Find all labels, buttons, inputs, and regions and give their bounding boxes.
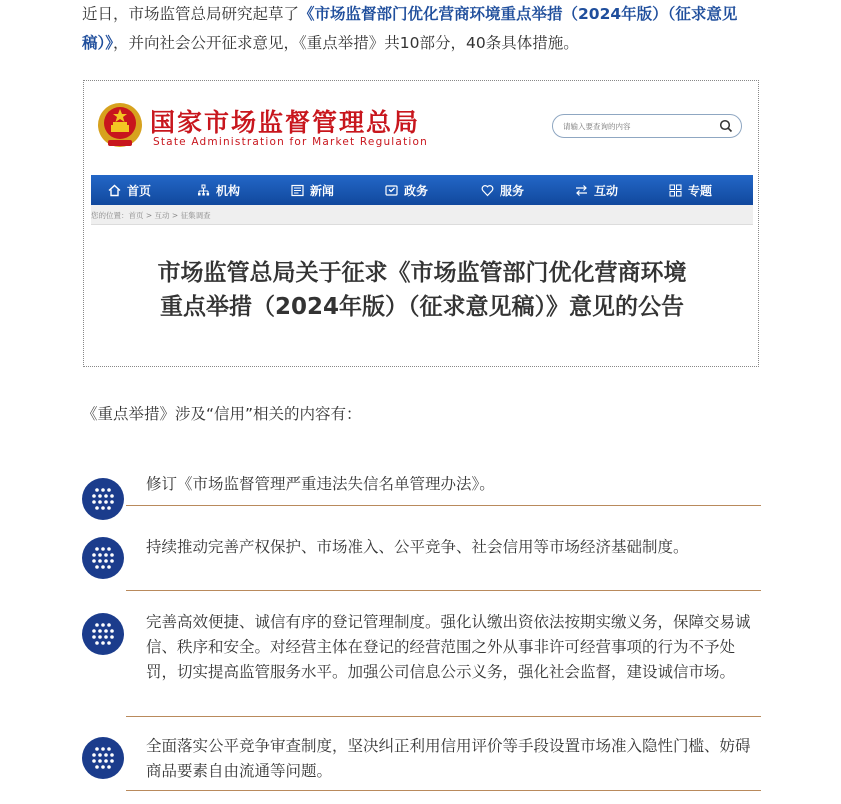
item-text: 修订《市场监督管理严重违法失信名单管理办法》。 [146,475,495,493]
nav-label: 专题 [688,183,713,198]
site-nav-bar [91,175,753,205]
intro-prefix: 近日，市场监管总局研究起草了 [82,5,300,23]
item-divider [126,505,761,506]
nav-item-org[interactable] [197,175,240,205]
embedded-website-screenshot [83,80,759,367]
intro-paragraph [82,0,762,58]
org-icon [197,184,210,197]
notice-title: 市场监管总局关于征求《市场监管部门优化营商环境重点举措（2024年版）（征求意见稿）》意见的公告 [157,260,687,320]
dots-badge-icon [82,613,124,655]
nav-item-gov[interactable] [385,175,428,205]
search-icon[interactable] [719,119,733,133]
nav-item-topics[interactable] [669,175,712,205]
nav-item-home[interactable] [108,175,151,205]
nav-label: 互动 [594,183,619,198]
dots-badge-icon [82,737,124,779]
site-name-en: State Administration for Market Regulation [153,136,428,148]
breadcrumb-bar [91,205,753,225]
swap-icon [575,184,588,197]
item-divider [126,590,761,591]
site-name-cn: 国家市场监督管理总局 [150,108,421,137]
nav-label: 政务 [404,183,429,198]
news-icon [291,184,304,197]
nav-item-interact[interactable] [575,175,618,205]
item-text: 完善高效便捷、诚信有序的登记管理制度。强化认缴出资依法按期实缴义务，保障交易诚信、秩序和安全。对经营主体在登记的经营范围之外从事非许可经营事项的行为不予处罚，切实提高监管服务水平。加强公司信息公示义务，强化社会监督，建设诚信市场。 [146,613,751,681]
site-search-input[interactable] [563,118,713,134]
grid-icon [669,184,682,197]
gov-icon [385,184,398,197]
nav-label: 服务 [500,183,525,198]
intro-document-title: 《市场监督部门优化营商环境重点举措（2024年版）（征求意见稿）》 [82,5,738,52]
item-text: 全面落实公平竞争审查制度，坚决纠正利用信用评价等手段设置市场准入隐性门槛、妨碍商品要素自由流通等问题。 [146,737,751,780]
dots-badge-icon [82,478,124,520]
site-search-box[interactable] [552,114,742,138]
nav-item-service[interactable] [481,175,524,205]
nav-label: 新闻 [310,183,335,198]
item-divider [126,790,761,791]
nav-label: 机构 [216,183,241,198]
nav-label: 首页 [127,183,152,198]
home-icon [108,184,121,197]
item-divider [126,716,761,717]
intro-suffix: ，并向社会公开征求意见，《重点举措》共10部分，40条具体措施。 [113,34,579,52]
heart-icon [481,184,494,197]
lead-text: 《重点举措》涉及“信用”相关的内容有： [82,405,362,423]
breadcrumb: 您的位置：首页 > 互动 > 征集调查 [91,211,211,220]
website-frame [91,88,753,361]
national-emblem-icon [96,100,144,150]
nav-item-news[interactable] [291,175,334,205]
item-text: 持续推动完善产权保护、市场准入、公平竞争、社会信用等市场经济基础制度。 [146,538,689,556]
dots-badge-icon [82,537,124,579]
